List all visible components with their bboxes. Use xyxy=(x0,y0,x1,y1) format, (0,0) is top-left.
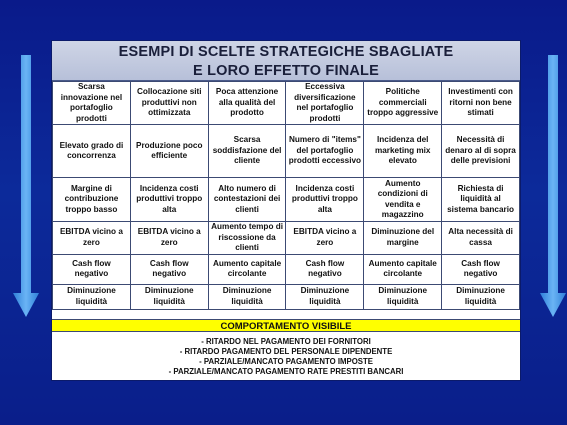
table-cell: Cash flow negativo xyxy=(130,254,208,284)
table-cell: Alto numero di contestazioni dei clienti xyxy=(208,178,286,222)
table-cell: Politiche commerciali troppo aggressive xyxy=(364,82,442,125)
arrow-down-left-icon xyxy=(11,55,41,317)
list-item: - PARZIALE/MANCATO PAGAMENTO IMPOSTE xyxy=(199,357,373,366)
table-cell: Investimenti con ritorni non bene stimati xyxy=(442,82,520,125)
visible-behaviour-banner: COMPORTAMENTO VISIBILE xyxy=(52,319,520,332)
title-line-2: E LORO EFFETTO FINALE xyxy=(193,63,379,79)
table-cell: Elevato grado di concorrenza xyxy=(53,125,131,178)
table-cell: Eccessiva diversificazione nel portafoglio prodotti xyxy=(286,82,364,125)
table-cell: Diminuzione liquidità xyxy=(442,284,520,309)
strategy-table xyxy=(52,81,520,310)
table-cell: Incidenza del marketing mix elevato xyxy=(364,125,442,178)
list-item: - PARZIALE/MANCATO PAGAMENTO RATE PRESTITI BANCARI xyxy=(168,367,404,376)
arrow-down-right-icon xyxy=(538,55,567,317)
table-cell: Produzione poco efficiente xyxy=(130,125,208,178)
table-cell: Aumento capitale circolante xyxy=(208,254,286,284)
table-cell: EBITDA vicino a zero xyxy=(53,222,131,255)
table-cell: EBITDA vicino a zero xyxy=(130,222,208,255)
table-cell: Diminuzione liquidità xyxy=(286,284,364,309)
table-cell: Cash flow negativo xyxy=(442,254,520,284)
table-cell: EBITDA vicino a zero xyxy=(286,222,364,255)
slide-panel xyxy=(51,40,521,381)
list-item: - RITARDO NEL PAGAMENTO DEI FORNITORI xyxy=(201,337,371,346)
table-row xyxy=(53,82,520,125)
table-cell: Margine di contribuzione troppo basso xyxy=(53,178,131,222)
list-item: - RITARDO PAGAMENTO DEL PERSONALE DIPENDENTE xyxy=(179,347,393,356)
table-row xyxy=(53,222,520,255)
table-cell: Necessità di denaro al di sopra delle previsioni xyxy=(442,125,520,178)
table-cell: Aumento condizioni di vendita e magazzino xyxy=(364,178,442,222)
table-row xyxy=(53,125,520,178)
table-cell: Collocazione siti produttivi non ottimizzata xyxy=(130,82,208,125)
table-cell: Aumento capitale circolante xyxy=(364,254,442,284)
title-line-1: ESEMPI DI SCELTE STRATEGICHE SBAGLIATE xyxy=(118,44,454,60)
table-cell: Aumento tempo di riscossione da clienti xyxy=(208,222,286,255)
table-cell: Diminuzione liquidità xyxy=(208,284,286,309)
table-cell: Scarsa innovazione nel portafoglio prodotti xyxy=(53,82,131,125)
table-cell: Numero di "items" del portafoglio prodotti eccessivo xyxy=(286,125,364,178)
table-row xyxy=(53,254,520,284)
table-cell: Incidenza costi produttivi troppo alta xyxy=(286,178,364,222)
table-cell: Diminuzione liquidità xyxy=(53,284,131,309)
table-cell: Diminuzione del margine xyxy=(364,222,442,255)
table-cell: Alta necessità di cassa xyxy=(442,222,520,255)
bullet-list xyxy=(52,337,520,377)
page-title xyxy=(52,41,520,81)
table-cell: Cash flow negativo xyxy=(286,254,364,284)
table-cell: Poca attenzione alla qualità del prodotto xyxy=(208,82,286,125)
table-cell: Cash flow negativo xyxy=(53,254,131,284)
table-cell: Diminuzione liquidità xyxy=(364,284,442,309)
table-cell: Diminuzione liquidità xyxy=(130,284,208,309)
table-row xyxy=(53,178,520,222)
table-cell: Incidenza costi produttivi troppo alta xyxy=(130,178,208,222)
table-row xyxy=(53,284,520,309)
table-cell: Scarsa soddisfazione del cliente xyxy=(208,125,286,178)
table-cell: Richiesta di liquidità al sistema bancario xyxy=(442,178,520,222)
